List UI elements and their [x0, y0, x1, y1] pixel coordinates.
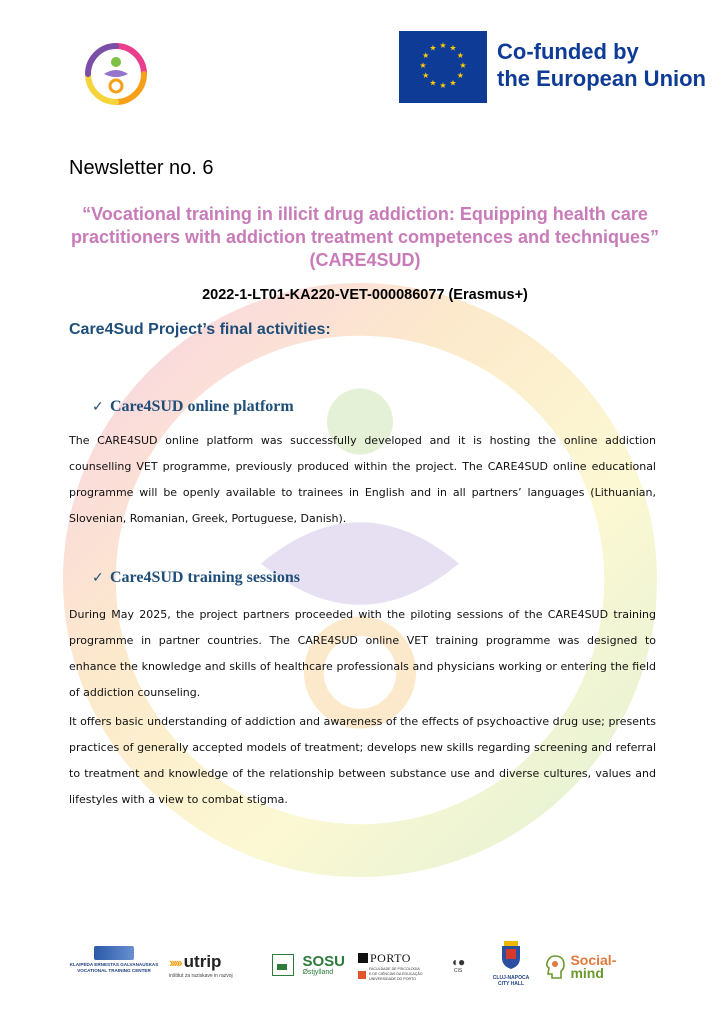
utrip-name: utrip — [183, 952, 222, 971]
care4sud-logo — [84, 42, 148, 106]
utrip-arrows-icon: ››››› — [169, 955, 181, 970]
sosu-logo — [272, 954, 352, 976]
eu-line-1: Co-funded by — [497, 39, 639, 64]
newsletter-title: Newsletter no. 6 — [69, 157, 214, 179]
checkmark-icon: ✓ — [92, 570, 104, 586]
utrip-tagline: inštitut za raziskave in razvoj — [169, 973, 233, 979]
svg-text:★: ★ — [439, 81, 447, 90]
porto-mark-icon — [358, 971, 366, 979]
cis-logo — [449, 956, 467, 974]
social-mind-line-1: Social- — [570, 952, 617, 968]
sosu-name: SOSU — [302, 953, 345, 970]
svg-text:★: ★ — [456, 71, 464, 80]
porto-line-1: FACULDADE DE PSICOLOGIA — [369, 967, 420, 971]
porto-square-icon — [358, 953, 368, 963]
social-mind-head-icon — [544, 954, 566, 980]
project-code: 2022-1-LT01-KA220-VET-000086077 (Erasmus+) — [202, 287, 528, 303]
svg-text:★: ★ — [459, 61, 467, 70]
eu-cofunded-label — [497, 38, 707, 92]
svg-text:★: ★ — [449, 43, 457, 53]
subheading-text: Care4SUD online platform — [110, 398, 294, 415]
cluj-line-2: CITY HALL — [497, 981, 525, 987]
svg-text:★: ★ — [429, 78, 437, 88]
svg-text:★: ★ — [449, 78, 457, 88]
klaipeda-logo — [66, 946, 162, 974]
svg-text:★: ★ — [429, 43, 437, 53]
svg-text:★: ★ — [422, 71, 430, 80]
klaipeda-line-2: VOCATIONAL TRAINING CENTER — [77, 968, 151, 973]
paragraph-online-platform: The CARE4SUD online platform was successfully developed and it is hosting the online addiction counselling VET programme, previously produced within the project. The CARE4SUD online educational programme will be openly available to trainees in English and in all partners’ languages (Lithuanian, Slovenian, Romanian, Greek, Portuguese, Danish). — [69, 434, 656, 525]
svg-text:★: ★ — [419, 61, 427, 70]
sosu-mark-icon — [272, 954, 294, 976]
svg-text:★: ★ — [456, 51, 464, 60]
porto-name: PORTO — [370, 951, 411, 965]
cluj-line-1: CLUJ-NAPOCA — [492, 975, 530, 981]
porto-line-2: E DE CIÊNCIAS DA EDUCAÇÃO — [369, 972, 423, 976]
utrip-logo — [169, 952, 265, 979]
cis-mark-icon: ◖● — [450, 955, 466, 969]
subheading-text: Care4SUD training sessions — [110, 569, 300, 586]
subheading-online-platform — [92, 398, 294, 416]
paragraph-training-sessions-2: It offers basic understanding of addiction and awareness of the effects of psychoactive drug use; presents practices of generally accepted models of treatment; develops new skills regarding screening and referral to treatment and knowledge of the relationship between substance use and diverse cultures, values and lifestyles with a view to combat stigma. — [69, 715, 656, 806]
paragraph-training-sessions-1: During May 2025, the project partners proceeded with the piloting sessions of the CARE4SUD training programme in partner countries. The CARE4SUD online VET training programme was designed to enhance the knowledge and skills of healthcare professionals and physicians working or entering the field of addiction counseling. — [69, 608, 656, 699]
porto-logo — [358, 951, 436, 982]
subheading-training-sessions — [92, 569, 300, 587]
eu-flag-icon — [399, 31, 487, 103]
project-title: “Vocational training in illicit drug addiction: Equipping health care practitioners with addiction treatment competences and techniques” (CARE4SUD) — [70, 204, 660, 270]
eu-line-2: the European Union — [497, 66, 706, 91]
cluj-crest-icon — [500, 940, 522, 970]
cluj-napoca-logo — [490, 940, 532, 987]
sosu-region: Østjylland — [302, 969, 334, 976]
klaipeda-mark-icon — [94, 946, 134, 960]
social-mind-line-2: mind — [570, 965, 604, 981]
svg-text:★: ★ — [422, 51, 430, 60]
porto-line-3: UNIVERSIDADE DO PORTO — [369, 977, 416, 981]
partner-logos — [66, 936, 658, 996]
social-mind-logo — [544, 954, 634, 980]
cis-label: CIS — [453, 968, 463, 974]
svg-text:★: ★ — [439, 41, 447, 50]
checkmark-icon: ✓ — [92, 399, 104, 415]
klaipeda-line-1: KLAIPĖDA ERNESTAS GALVANAUSKAS — [69, 962, 159, 967]
section-heading: Care4Sud Project’s final activities: — [69, 321, 331, 338]
